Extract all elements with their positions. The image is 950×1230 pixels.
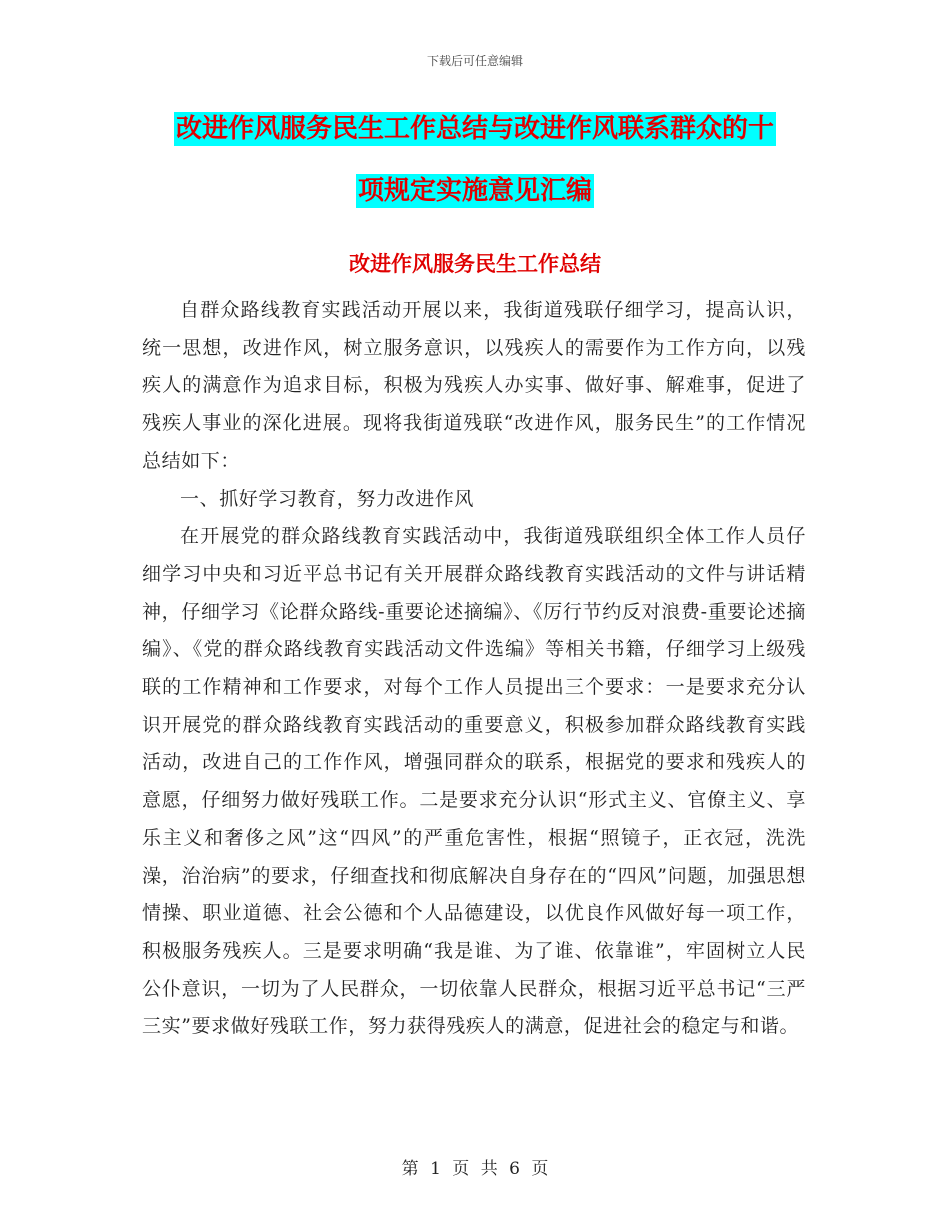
section-title: 改进作风服务民生工作总结 bbox=[349, 252, 601, 276]
page-footer: 第 1 页 共 6 页 bbox=[401, 1159, 549, 1179]
title-line-2: 项规定实施意见汇编 bbox=[357, 176, 592, 206]
paragraph-heading-1: 一、抓好学习教育，努力改进作风 bbox=[180, 487, 475, 510]
paragraph-intro: 自群众路线教育实践活动开展以来，我街道残联仔细学习，提高认识，统一思想，改进作风，树立服务意识，以残疾人的需要作为工作方向，以残疾人的满意作为追求目标，积极为残疾人办实事、做好事、解难事，促进了残疾人事业的深化进展。现将我街道残联“改进作风，服务民生”的工作情况总结如下： bbox=[142, 299, 806, 472]
header-note: 下载后可任意编辑 bbox=[426, 54, 523, 68]
paragraph-study: 在开展党的群众路线教育实践活动中，我街道残联组织全体工作人员仔细学习中央和习近平总书记有关开展群众路线教育实践活动的文件与讲话精神，仔细学习《论群众路线-重要论述摘编》、《厉行节约反对浪费-重要论述摘编》、《党的群众路线教育实践活动文件选编》等相关书籍，仔细学习上级残联的工作精神和工作要求，对每个工作人员提出三个要求：一是要求充分认识开展党的群众路线教育实践活动的重要意义，积极参加群众路线教育实践活动，改进自己的工作作风，增强同群众的联系，根据党的要求和残疾人的意愿，仔细努力做好残联工作。二是要求充分认识“形式主义、官僚主义、享乐主义和奢侈之风”这“四风”的严重危害性，根据“照镜子，正衣冠，洗洗澡，治治病”的要求，仔细查找和彻底解决自身存在的“四风”问题，加强思想情操、职业道德、社会公德和个人品德建设，以优良作风做好每一项工作，积极服务残疾人。三是要求明确“我是谁、为了谁、依靠谁”，牢固树立人民公仆意识，一切为了人民群众，一切依靠人民群众，根据习近平总书记“三严三实”要求做好残联工作，努力获得残疾人的满意，促进社会的稳定与和谐。 bbox=[142, 525, 806, 1038]
document-title bbox=[0, 112, 950, 230]
title-line-1: 改进作风服务民生工作总结与改进作风联系群众的十 bbox=[175, 114, 774, 144]
document-body bbox=[142, 292, 806, 1046]
